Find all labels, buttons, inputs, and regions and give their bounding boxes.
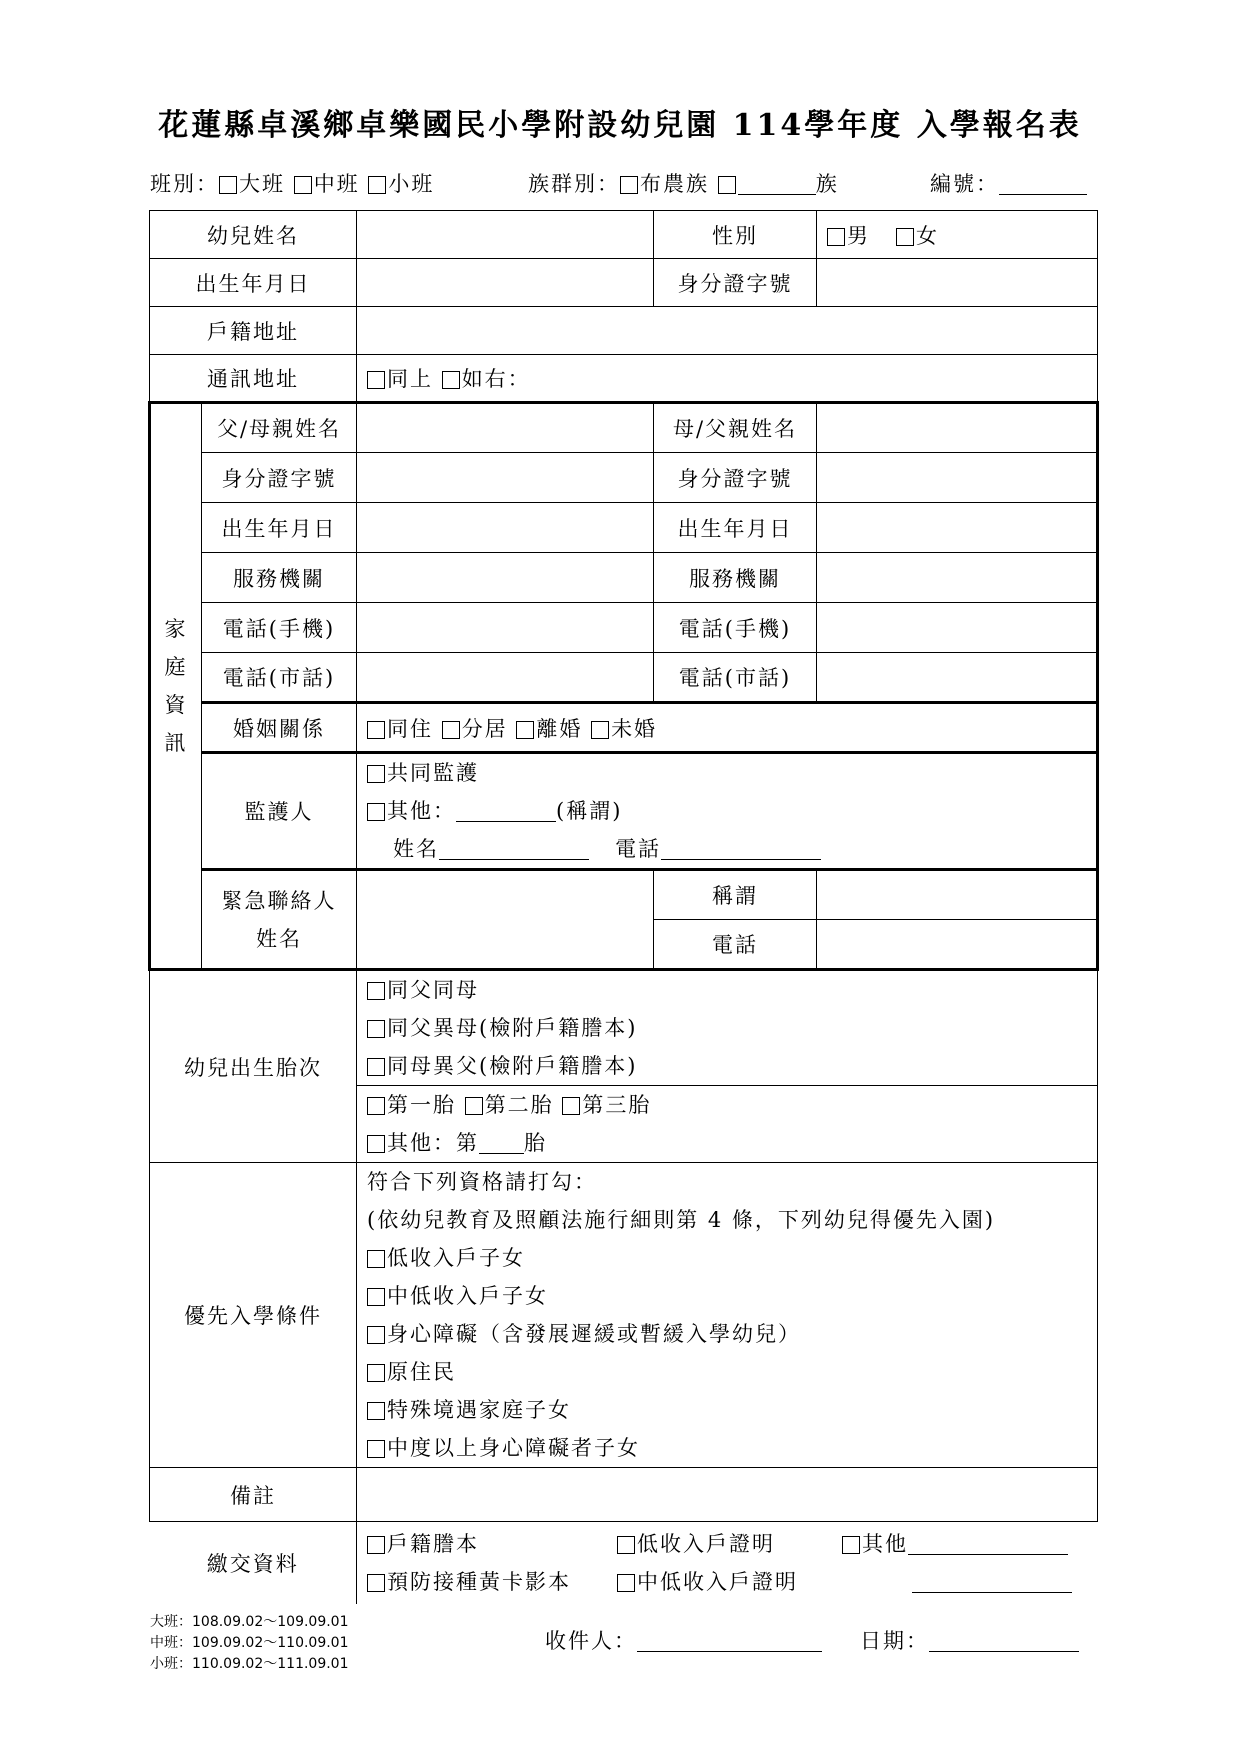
same-mother-label: 同母異父(檢附戶籍謄本) [387,1053,638,1078]
row-parent-name [150,403,1098,453]
documents-label: 繳交資料 [206,1551,299,1576]
checkbox-parent-disability[interactable] [367,1440,385,1458]
row-parent-mobile [150,603,1098,653]
checkbox-disability[interactable] [367,1326,385,1344]
date-input[interactable] [929,1631,1079,1652]
ethnic-selector [528,168,839,198]
age-ranges [150,1612,349,1675]
family-char-1: 家 [164,617,188,641]
ethnic-suffix: 族 [815,172,839,196]
page-title: 花蓮縣卓溪鄉卓樂國民小學附設幼兒園 114學年度 入學報名表 [158,108,1082,143]
parent2-landline-label: 電話(市話) [654,653,817,703]
row-parent-birth [150,503,1098,553]
checkbox-divorced[interactable] [516,721,534,739]
row-child-birth [150,259,1098,307]
parent1-birth-input[interactable] [357,503,654,553]
row-household-address [150,307,1098,355]
guardian-title-label: (稱謂) [556,799,623,823]
family-char-4: 訊 [164,731,188,755]
mailing-address-label: 通訊地址 [150,355,357,403]
second-child-label: 第二胎 [484,1093,554,1117]
row-marriage [150,703,1098,753]
checkbox-low-income[interactable] [367,1250,385,1268]
other-child-suffix: 胎 [524,1131,547,1155]
checkbox-class-big[interactable] [219,176,237,194]
child-id-input[interactable] [817,259,1098,307]
checkbox-other-child[interactable] [367,1135,385,1153]
ethnic-other-field[interactable] [738,174,816,195]
row-parent-landline [150,653,1098,703]
checkbox-class-small[interactable] [368,176,386,194]
priority-options [357,1163,1098,1468]
class-big-label: 大班 [239,172,285,196]
class-mid-label: 中班 [313,172,360,196]
same-parents-label: 同父同母 [387,977,479,1002]
parent2-landline-input[interactable] [817,653,1098,703]
vaccine-card-label: 預防接種黃卡影本 [387,1569,571,1594]
row-parent-id [150,453,1098,503]
family-char-2: 庭 [164,655,188,679]
guardian-other-input[interactable] [456,801,556,822]
parent2-birth-input[interactable] [817,503,1098,553]
parent1-id-input[interactable] [357,453,654,503]
row-documents [150,1522,1098,1604]
household-address-label: 戶籍地址 [150,307,357,355]
family-char-3: 資 [164,693,188,717]
class-small-label: 小班 [388,172,435,196]
guardian-label: 監護人 [202,753,357,870]
gender-label: 性別 [654,211,817,259]
checkbox-unmarried[interactable] [591,721,609,739]
parent1-id-label: 身分證字號 [202,453,357,503]
date-label: 日期： [860,1629,929,1653]
checkbox-joint-custody[interactable] [367,765,385,783]
guardian-name-input[interactable] [439,839,589,860]
checkbox-mid-low-income[interactable] [367,1288,385,1306]
household-address-input[interactable] [357,307,1098,355]
mailing-address-options [357,355,1098,403]
parent2-mobile-label: 電話(手機) [654,603,817,653]
cohabit-label: 同住 [387,716,433,741]
emergency-name-input[interactable] [357,870,654,970]
checkbox-special-family[interactable] [367,1402,385,1420]
other-doc-input-2[interactable] [912,1572,1072,1593]
age-range-mid: 中班：109.09.02～110.09.01 [150,1635,349,1651]
checkbox-same-parents[interactable] [367,982,385,1000]
priority-indigenous: 原住民 [387,1360,456,1384]
checkbox-cohabit[interactable] [367,721,385,739]
third-child-label: 第三胎 [582,1093,652,1117]
emergency-phone-label: 電話 [654,920,817,970]
documents-options [357,1522,1098,1604]
row-emergency-relation [150,870,1098,920]
parent1-mobile-label: 電話(手機) [202,603,357,653]
other-child-label: 其他：第 [387,1131,479,1155]
ethnic-bunun-label: 布農族 [640,172,709,196]
birth-order-label: 幼兒出生胎次 [150,970,357,1163]
parent2-id-label: 身分證字號 [654,453,817,503]
checkbox-ethnic-other[interactable] [718,176,736,194]
checkbox-third-child[interactable] [562,1097,580,1115]
marriage-label: 婚姻關係 [202,703,357,753]
checkbox-ethnic-bunun[interactable] [620,176,638,194]
parent1-birth-label: 出生年月日 [202,503,357,553]
priority-special-family: 特殊境遇家庭子女 [387,1398,571,1422]
emergency-relation-label: 稱謂 [654,870,817,920]
checkbox-as-right[interactable] [442,371,460,389]
row-mailing-address [150,355,1098,403]
priority-label: 優先入學條件 [150,1163,357,1468]
priority-note: (依幼兒教育及照顧法施行細則第 4 條，下列幼兒得優先入園) [367,1208,996,1232]
birth-order-number-options [357,1086,1098,1163]
checkbox-same-father[interactable] [367,1020,385,1038]
class-label: 班別： [150,172,219,196]
child-id-label: 身分證字號 [654,259,817,307]
checkbox-guardian-other[interactable] [367,803,385,821]
mid-low-income-proof-label: 中低收入戶證明 [637,1569,798,1594]
emergency-relation-input[interactable] [817,870,1098,920]
parent2-id-input[interactable] [817,453,1098,503]
checkbox-male[interactable] [827,228,845,246]
checkbox-class-mid[interactable] [294,176,312,194]
family-section-label [150,403,202,970]
checkbox-separated[interactable] [442,721,460,739]
parent1-employer-input[interactable] [357,553,654,603]
checkbox-first-child[interactable] [367,1097,385,1115]
same-as-above-label: 同上 [387,367,433,391]
guardian-options [357,753,1098,870]
unmarried-label: 未婚 [611,716,658,741]
checkbox-vaccine-card[interactable] [367,1574,385,1592]
emergency-label-line2: 姓名 [256,926,302,951]
checkbox-household-copy[interactable] [367,1536,385,1554]
other-doc-input[interactable] [908,1534,1068,1555]
parent2-mobile-input[interactable] [817,603,1098,653]
checkbox-same-as-above[interactable] [367,371,385,389]
child-birth-input[interactable] [357,259,654,307]
parent2-employer-label: 服務機關 [654,553,817,603]
ethnic-label: 族群別： [528,172,620,196]
parent1-employer-label: 服務機關 [202,553,357,603]
marriage-options [357,703,1098,753]
remarks-input[interactable] [357,1468,1098,1522]
row-birth-order-1 [150,970,1098,1086]
parent2-name-label: 母/父親姓名 [654,403,817,453]
child-birth-label: 出生年月日 [150,259,357,307]
parent1-mobile-input[interactable] [357,603,654,653]
separated-label: 分居 [461,716,508,741]
guardian-phone-label: 電話 [615,837,662,861]
class-selector [150,168,434,198]
remarks-label: 備註 [150,1468,357,1522]
checkbox-second-child[interactable] [465,1097,483,1115]
checkbox-same-mother[interactable] [367,1058,385,1076]
emergency-label-line1: 緊急聯絡人 [221,888,337,913]
parent1-name-input[interactable] [357,403,654,453]
row-remarks [150,1468,1098,1522]
receiver-label: 收件人： [545,1629,637,1653]
age-range-big: 大班：108.09.02～109.09.01 [150,1614,349,1630]
number-input[interactable] [999,174,1087,195]
checkbox-female[interactable] [896,228,914,246]
emergency-phone-input[interactable] [817,920,1098,970]
child-name-input[interactable] [357,211,654,259]
guardian-other-label: 其他： [387,799,456,823]
emergency-label [202,870,357,970]
household-copy-label: 戶籍謄本 [387,1531,479,1556]
row-parent-employer [150,553,1098,603]
checkbox-indigenous[interactable] [367,1364,385,1382]
row-child-name [150,211,1098,259]
guardian-name-label: 姓名 [393,837,440,861]
parent1-landline-input[interactable] [357,653,654,703]
priority-mid-low-income: 中低收入戶子女 [387,1284,548,1308]
row-priority [150,1163,1098,1468]
parent2-employer-input[interactable] [817,553,1098,603]
age-range-small: 小班：110.09.02～111.09.01 [150,1656,349,1672]
as-right-label: 如右： [461,367,531,391]
priority-disability: 身心障礙（含發展遲緩或暫緩入學幼兒） [387,1322,801,1346]
checkbox-other-doc[interactable] [842,1536,860,1554]
registration-table [148,210,1099,1604]
child-name-label: 幼兒姓名 [150,211,357,259]
guardian-phone-input[interactable] [661,839,821,860]
receiver-input[interactable] [637,1631,822,1652]
number-label: 編號： [930,172,999,196]
divorced-label: 離婚 [536,716,583,741]
date-field [860,1625,1079,1655]
gender-options [817,211,1098,259]
joint-custody-label: 共同監護 [387,761,479,785]
priority-low-income: 低收入戶子女 [387,1246,525,1270]
checkbox-mid-low-income-proof[interactable] [617,1574,635,1592]
low-income-proof-label: 低收入戶證明 [637,1531,775,1556]
parent2-birth-label: 出生年月日 [654,503,817,553]
other-child-input[interactable] [479,1133,524,1154]
female-label: 女 [916,223,940,248]
first-child-label: 第一胎 [387,1093,456,1117]
parent1-name-label: 父/母親姓名 [202,403,357,453]
same-father-label: 同父異母(檢附戶籍謄本) [387,1015,638,1040]
row-guardian [150,753,1098,870]
male-label: 男 [847,223,870,248]
checkbox-low-income-proof[interactable] [617,1536,635,1554]
birth-order-parent-options [357,970,1098,1086]
parent2-name-input[interactable] [817,403,1098,453]
priority-parent-disability: 中度以上身心障礙者子女 [387,1436,640,1460]
receiver-field [545,1625,822,1655]
other-doc-label: 其他 [862,1531,908,1556]
number-field [930,168,1087,198]
priority-intro: 符合下列資格請打勾： [367,1170,597,1194]
parent1-landline-label: 電話(市話) [202,653,357,703]
